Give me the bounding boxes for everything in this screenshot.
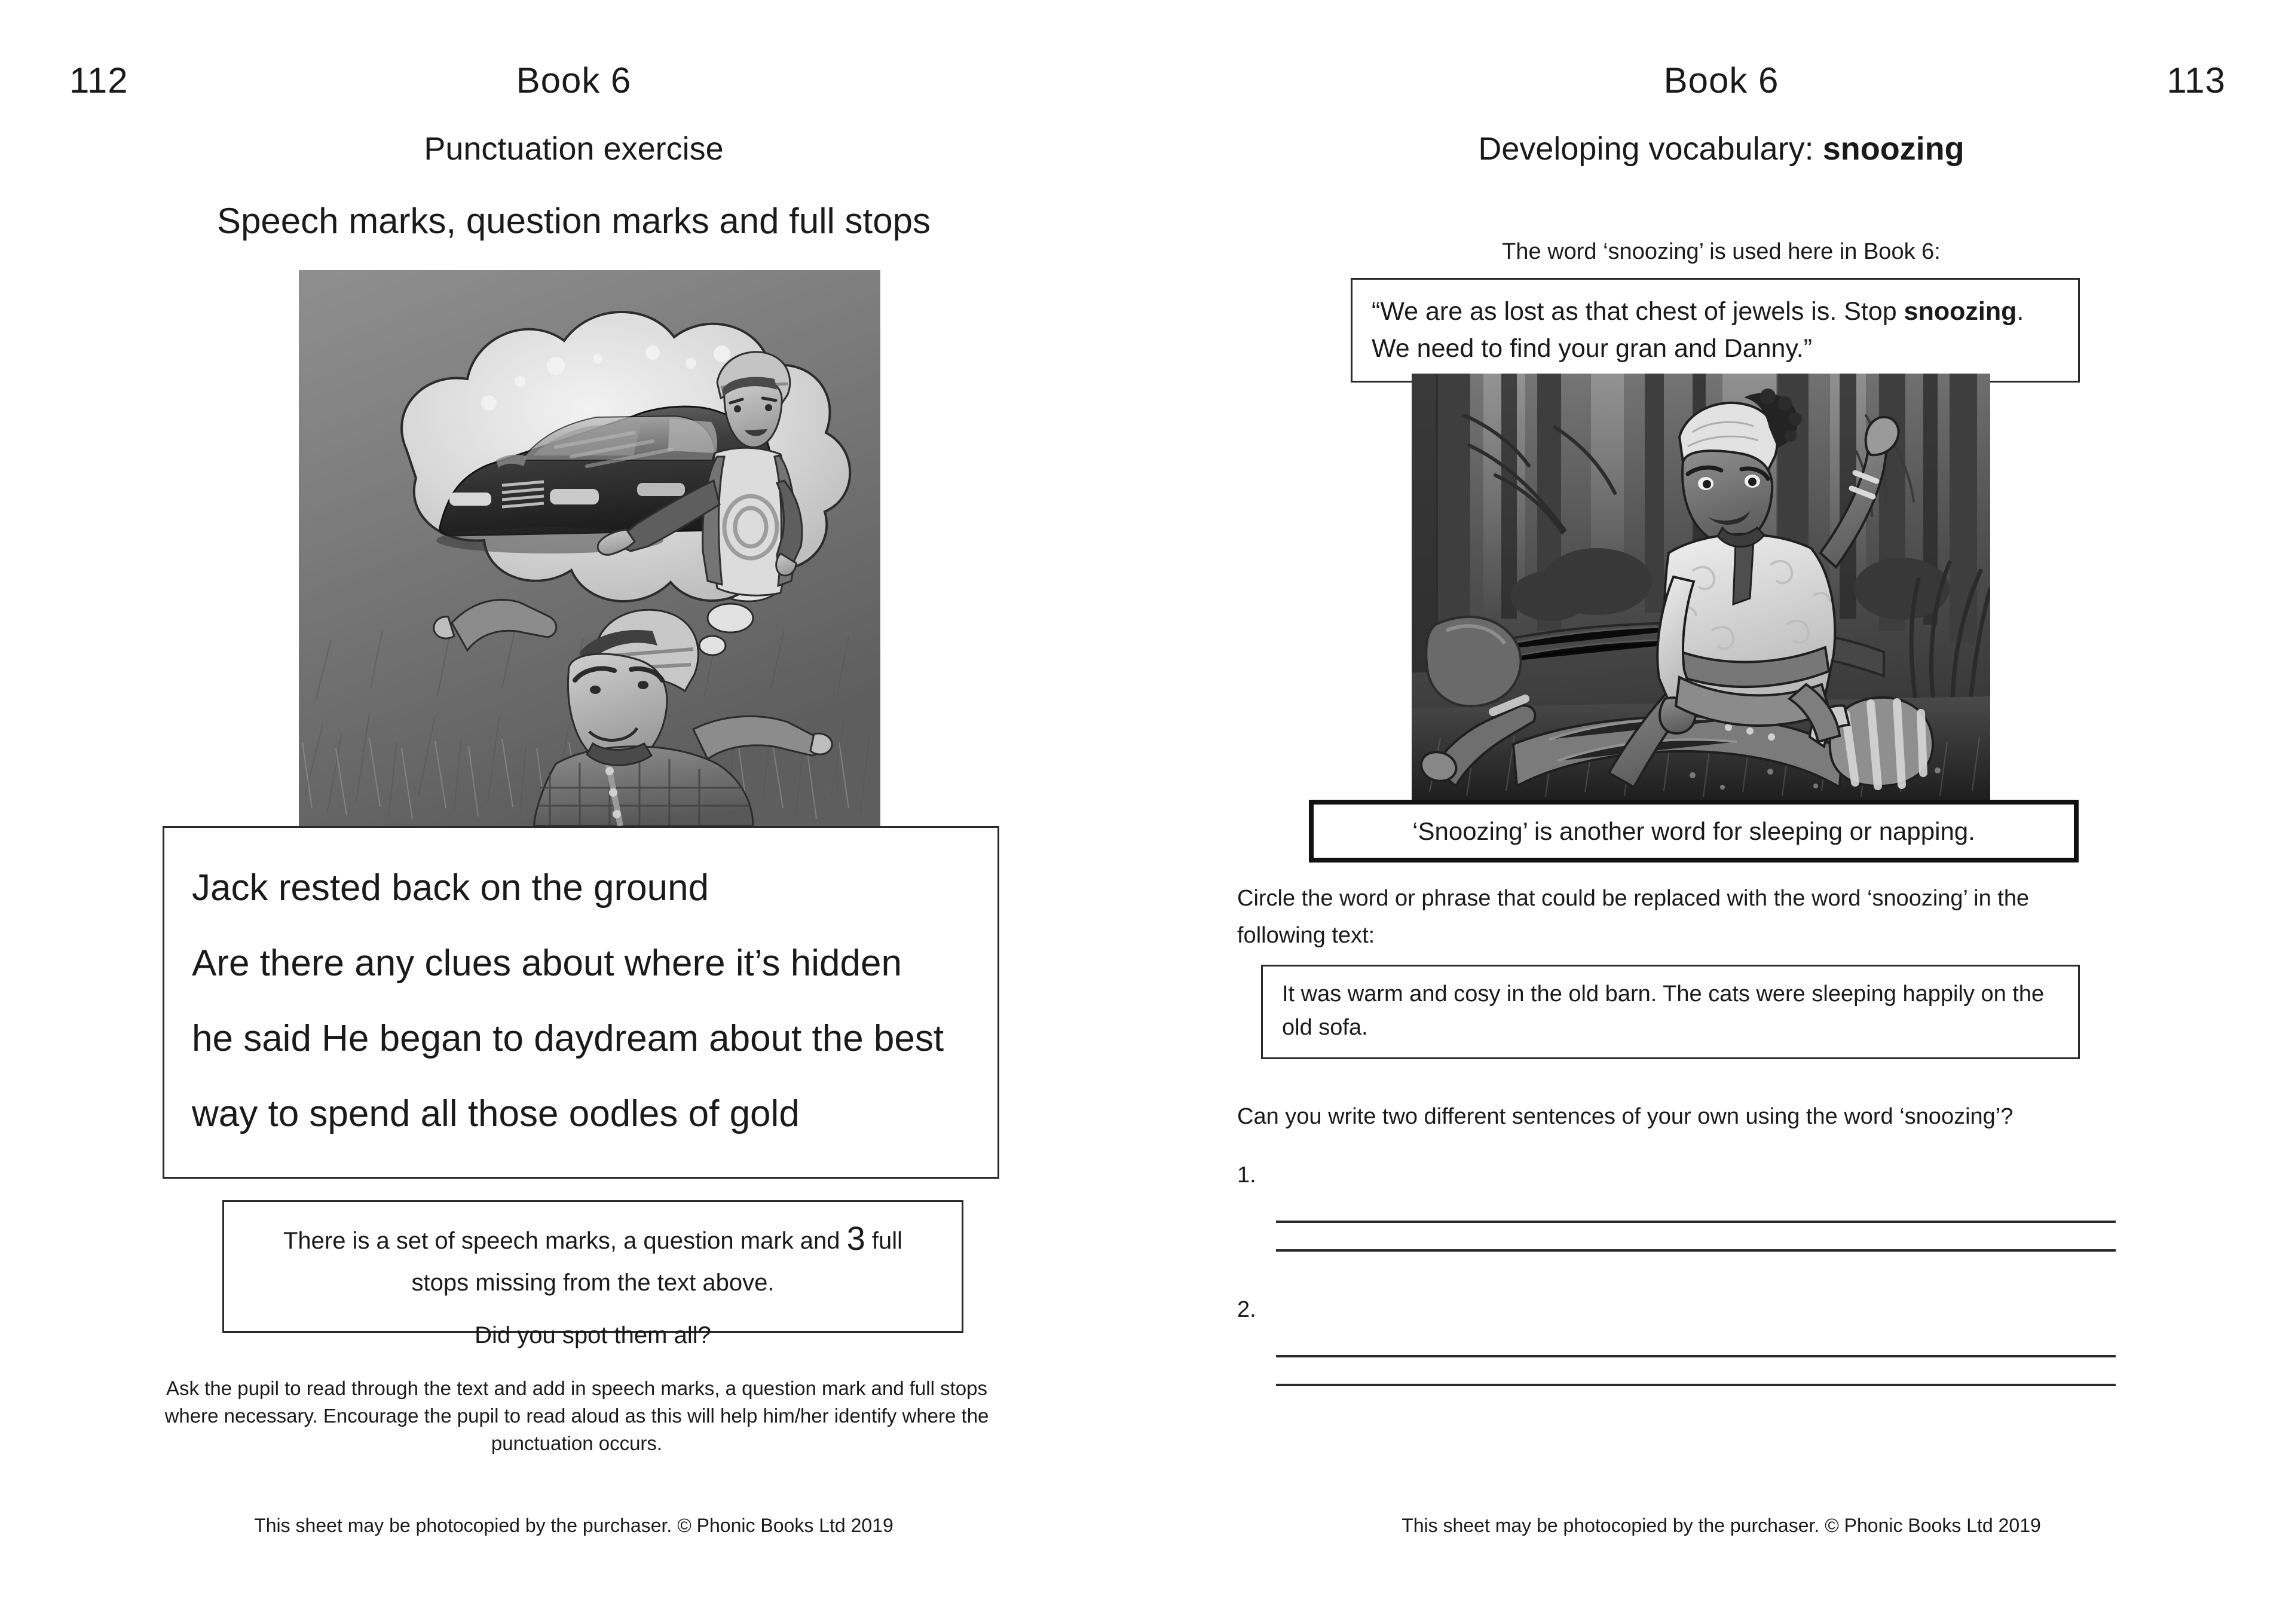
- exercise-subtitle-left: Speech marks, question marks and full stops: [217, 201, 931, 241]
- answer-line[interactable]: [1276, 1221, 2116, 1223]
- quote-part-1: “We are as lost as that chest of jewels is. Stop: [1372, 297, 1904, 326]
- quote-bold-word: snoozing: [1904, 297, 2017, 326]
- book-title-right: Book 6: [1663, 60, 1779, 100]
- answer-line[interactable]: [1276, 1249, 2116, 1252]
- forest-illustration: [1412, 374, 1990, 800]
- footer-left: This sheet may be photocopied by the purchaser. © Phonic Books Ltd 2019: [254, 1515, 893, 1536]
- answer-line[interactable]: [1276, 1355, 2116, 1357]
- answer-line[interactable]: [1276, 1384, 2116, 1386]
- text-line: he said He began to daydream about the best: [192, 1018, 944, 1059]
- hint-box: [222, 1200, 963, 1348]
- answer-number: 1.: [1237, 1163, 1256, 1188]
- hint-spacer: [260, 1304, 926, 1314]
- definition-box: [1309, 800, 2079, 863]
- punctuation-text-box[interactable]: [163, 826, 999, 1179]
- text-line: Are there any clues about where it’s hidden: [192, 943, 902, 984]
- write-sentences-question: Can you write two different sentences of your own using the word ‘snoozing’?: [1237, 1104, 2014, 1129]
- hint-text-before: There is a set of speech marks, a question mark and: [283, 1228, 847, 1254]
- exercise-title-left: Punctuation exercise: [424, 131, 724, 167]
- quote-text: [1372, 293, 2059, 367]
- page-number-right: 113: [2167, 60, 2226, 100]
- exercise-title-right: [1148, 130, 2295, 167]
- passage-box[interactable]: [1261, 965, 2080, 1059]
- hint-line-2: stops missing from the text above.: [411, 1270, 775, 1296]
- circle-instruction: Circle the word or phrase that could be replaced with the word ‘snoozing’ in the following text:: [1237, 886, 2030, 948]
- daydream-illustration: [299, 270, 880, 826]
- forest-illustration-graphic: [1412, 374, 1990, 800]
- book-title-left: Book 6: [516, 60, 632, 100]
- footer-right: This sheet may be photocopied by the purchaser. © Phonic Books Ltd 2019: [1402, 1515, 2041, 1536]
- vocabulary-word: snoozing: [1822, 131, 1964, 167]
- hint-text-after: full: [865, 1228, 903, 1254]
- text-line: way to spend all those oodles of gold: [192, 1093, 800, 1134]
- intro-line: The word ‘snoozing’ is used here in Book 6:: [1502, 239, 1941, 264]
- hint-line-1: [260, 1218, 926, 1262]
- answer-group-2: [1237, 1295, 2116, 1386]
- daydream-illustration-graphic: [299, 270, 880, 826]
- text-line: Jack rested back on the ground: [192, 867, 709, 909]
- exercise-title-prefix: Developing vocabulary:: [1478, 131, 1823, 167]
- missing-count: 3: [846, 1219, 865, 1257]
- quote-part-2: . We need to find your gran and Danny.”: [1372, 297, 2024, 363]
- right-page: [1148, 0, 2295, 1624]
- hint-line-3: Did you spot them all?: [475, 1322, 711, 1348]
- teacher-note-left: Ask the pupil to read through the text and add in speech marks, a question mark and full stops where necessary. Encourage the pupil to read aloud as this will help him/her identify where the punctuation occurs.: [164, 1377, 989, 1454]
- quote-box: [1351, 278, 2080, 383]
- definition-text: ‘Snoozing’ is another word for sleeping or napping.: [1412, 816, 1975, 845]
- answer-number: 2.: [1237, 1297, 1256, 1322]
- page-number-left: 112: [69, 60, 128, 100]
- passage-text: It was warm and cosy in the old barn. The cats were sleeping happily on the old sofa.: [1282, 981, 2045, 1040]
- answer-group-1: [1237, 1161, 2116, 1252]
